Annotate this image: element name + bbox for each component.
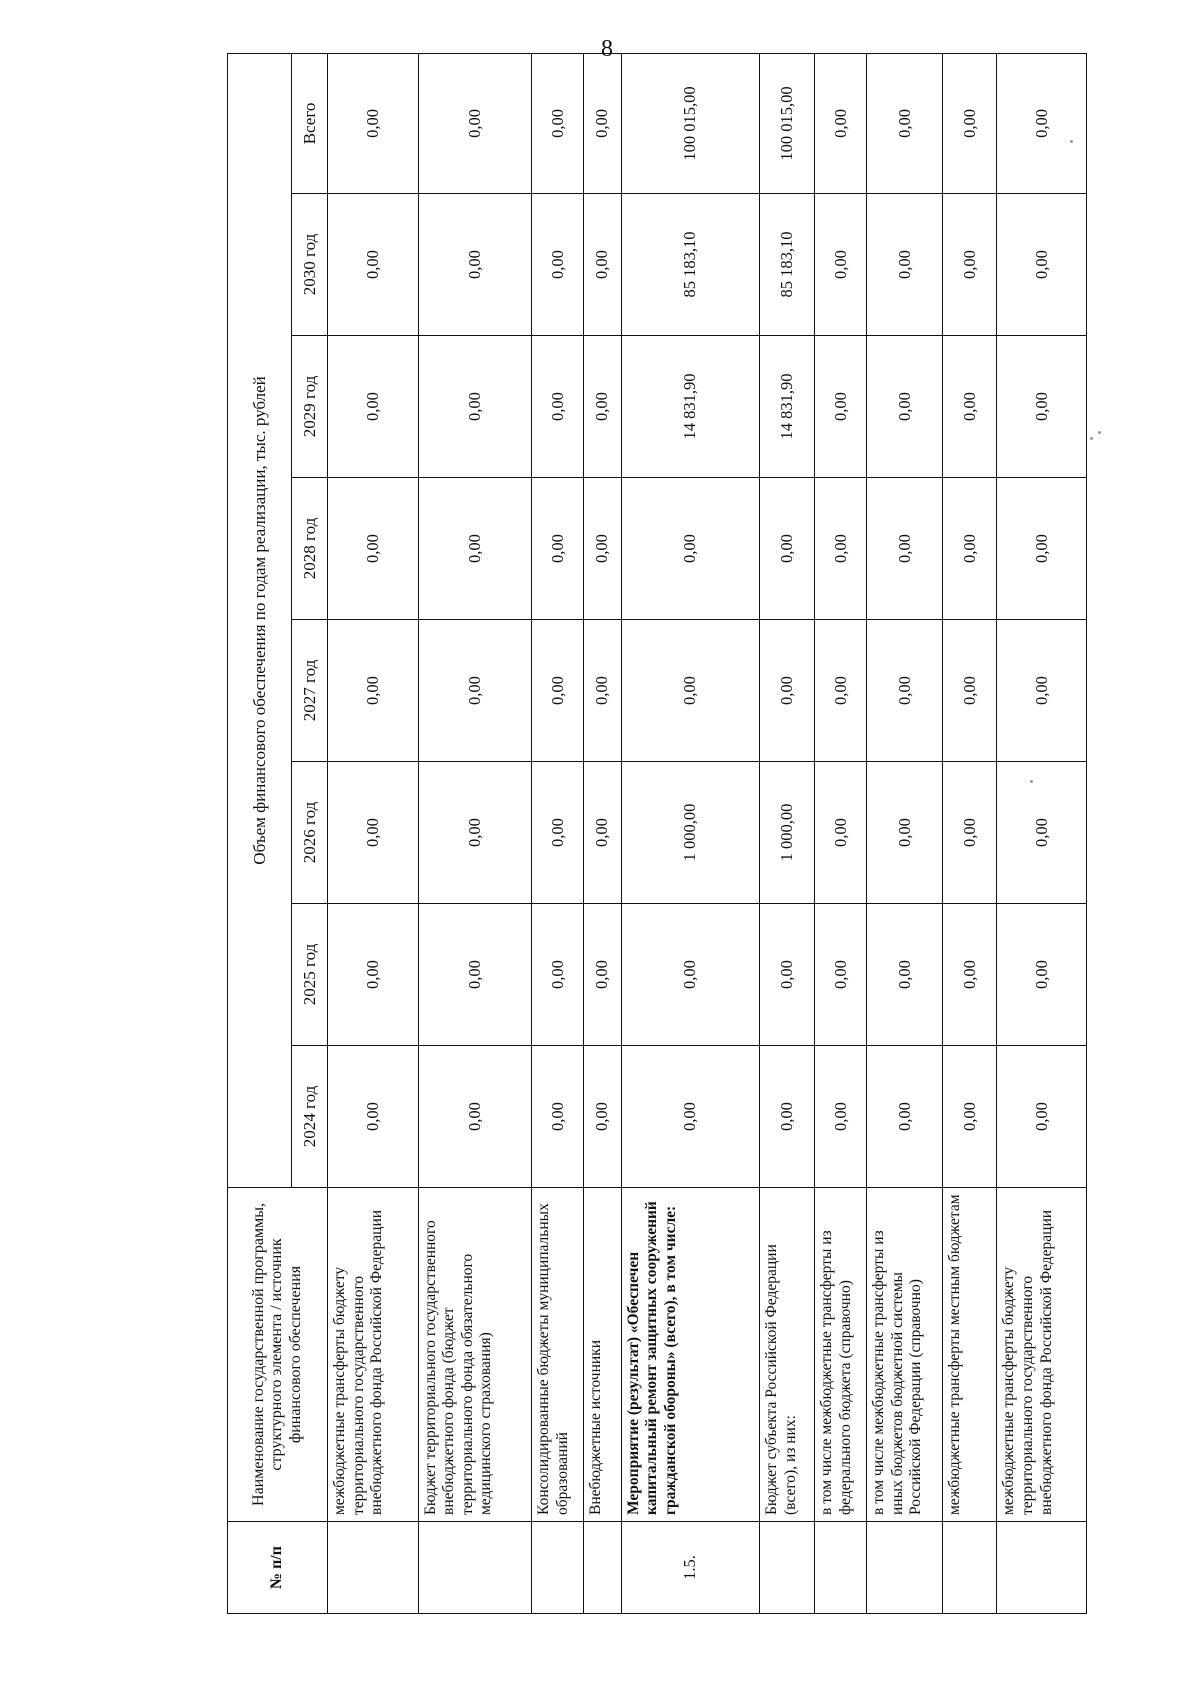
row-name: межбюджетные трансферты бюджету территориального государственного внебюджетного фонда Российской Федерации <box>997 1188 1087 1522</box>
cell-2030: 0,00 <box>328 194 419 336</box>
header-year-2028: 2028 год <box>292 478 328 620</box>
cell-2030: 0,00 <box>943 194 997 336</box>
row-name: Мероприятие (результат) «Обеспечен капитальный ремонт защитных сооружений гражданской обороны» (всего), в том числе: <box>621 1188 759 1522</box>
cell-2024: 0,00 <box>328 1046 419 1188</box>
cell-2029: 0,00 <box>584 336 621 478</box>
cell-2029: 0,00 <box>532 336 584 478</box>
row-name: Бюджет субъекта Российской Федерации (всего), из них: <box>760 1188 815 1522</box>
cell-2025: 0,00 <box>760 904 815 1046</box>
header-year-2030: 2030 год <box>292 194 328 336</box>
table-row <box>867 53 943 1613</box>
table-row <box>418 53 531 1613</box>
cell-2024: 0,00 <box>815 1046 867 1188</box>
row-name: в том числе межбюджетные трансферты из иных бюджетов бюджетной системы Российской Федерации (справочно) <box>867 1188 943 1522</box>
cell-2028: 0,00 <box>867 478 943 620</box>
table-body <box>328 53 1087 1613</box>
header-name: Наименование государственной программы, структурного элемента / источник финансового обеспечения <box>228 1188 328 1522</box>
row-name: Внебюджетные источники <box>584 1188 621 1522</box>
cell-2027: 0,00 <box>997 620 1087 762</box>
cell-2025: 0,00 <box>815 904 867 1046</box>
cell-2026: 0,00 <box>997 762 1087 904</box>
cell-total: 0,00 <box>532 53 584 193</box>
cell-2027: 0,00 <box>943 620 997 762</box>
cell-2029: 0,00 <box>867 336 943 478</box>
row-number <box>867 1522 943 1614</box>
row-name: в том числе межбюджетные трансферты из федерального бюджета (справочно) <box>815 1188 867 1522</box>
table-row <box>621 53 759 1613</box>
cell-2027: 0,00 <box>815 620 867 762</box>
cell-total: 0,00 <box>867 53 943 193</box>
cell-2027: 0,00 <box>760 620 815 762</box>
page-number: 8 <box>601 36 613 62</box>
cell-2029: 0,00 <box>997 336 1087 478</box>
cell-2026: 0,00 <box>328 762 419 904</box>
cell-2024: 0,00 <box>943 1046 997 1188</box>
table-row <box>532 53 584 1613</box>
cell-2025: 0,00 <box>328 904 419 1046</box>
cell-2024: 0,00 <box>584 1046 621 1188</box>
cell-2024: 0,00 <box>532 1046 584 1188</box>
cell-2026: 1 000,00 <box>621 762 759 904</box>
row-number <box>760 1522 815 1614</box>
scan-speck <box>1070 140 1073 143</box>
table-row <box>760 53 815 1613</box>
financing-table <box>227 53 1087 1614</box>
cell-2028: 0,00 <box>815 478 867 620</box>
header-year-2025: 2025 год <box>292 904 328 1046</box>
cell-2025: 0,00 <box>418 904 531 1046</box>
row-number <box>532 1522 584 1614</box>
cell-total: 0,00 <box>815 53 867 193</box>
cell-2029: 0,00 <box>815 336 867 478</box>
cell-2026: 0,00 <box>532 762 584 904</box>
cell-2027: 0,00 <box>867 620 943 762</box>
row-name: межбюджетные трансферты бюджету территориального государственного внебюджетного фонда Российской Федерации <box>328 1188 419 1522</box>
cell-2029: 0,00 <box>418 336 531 478</box>
header-year-2026: 2026 год <box>292 762 328 904</box>
header-year-2029: 2029 год <box>292 336 328 478</box>
cell-2025: 0,00 <box>532 904 584 1046</box>
cell-2025: 0,00 <box>584 904 621 1046</box>
row-number <box>584 1522 621 1614</box>
cell-2027: 0,00 <box>418 620 531 762</box>
cell-2030: 85 183,10 <box>760 194 815 336</box>
header-financing-volume: Объем финансового обеспечения по годам реализации, тыс. рублей <box>228 53 292 1187</box>
scan-speck <box>1090 437 1093 440</box>
table-row <box>328 53 419 1613</box>
cell-total: 0,00 <box>328 53 419 193</box>
row-number <box>943 1522 997 1614</box>
cell-2028: 0,00 <box>584 478 621 620</box>
cell-2028: 0,00 <box>943 478 997 620</box>
header-year-2024: 2024 год <box>292 1046 328 1188</box>
cell-2028: 0,00 <box>418 478 531 620</box>
scan-speck <box>1030 780 1033 783</box>
cell-2029: 0,00 <box>328 336 419 478</box>
cell-total: 0,00 <box>997 53 1087 193</box>
table-row <box>815 53 867 1613</box>
cell-total: 0,00 <box>418 53 531 193</box>
cell-2024: 0,00 <box>867 1046 943 1188</box>
cell-2030: 85 183,10 <box>621 194 759 336</box>
cell-2026: 0,00 <box>943 762 997 904</box>
cell-2025: 0,00 <box>867 904 943 1046</box>
cell-2027: 0,00 <box>584 620 621 762</box>
row-name: межбюджетные трансферты местным бюджетам <box>943 1188 997 1522</box>
cell-2028: 0,00 <box>997 478 1087 620</box>
cell-2029: 14 831,90 <box>760 336 815 478</box>
cell-total: 100 015,00 <box>760 53 815 193</box>
cell-total: 100 015,00 <box>621 53 759 193</box>
row-number <box>418 1522 531 1614</box>
table-row <box>997 53 1087 1613</box>
cell-2025: 0,00 <box>621 904 759 1046</box>
cell-2028: 0,00 <box>328 478 419 620</box>
cell-2024: 0,00 <box>621 1046 759 1188</box>
cell-2030: 0,00 <box>867 194 943 336</box>
cell-2028: 0,00 <box>532 478 584 620</box>
cell-2024: 0,00 <box>997 1046 1087 1188</box>
cell-2026: 0,00 <box>867 762 943 904</box>
cell-total: 0,00 <box>943 53 997 193</box>
cell-2024: 0,00 <box>418 1046 531 1188</box>
cell-2027: 0,00 <box>328 620 419 762</box>
cell-2028: 0,00 <box>621 478 759 620</box>
header-year-2027: 2027 год <box>292 620 328 762</box>
row-number: 1.5. <box>621 1522 759 1614</box>
cell-2025: 0,00 <box>997 904 1087 1046</box>
cell-2024: 0,00 <box>760 1046 815 1188</box>
cell-2027: 0,00 <box>532 620 584 762</box>
table-header <box>228 53 328 1613</box>
table-row <box>943 53 997 1613</box>
cell-2029: 0,00 <box>943 336 997 478</box>
cell-2026: 0,00 <box>815 762 867 904</box>
cell-2030: 0,00 <box>815 194 867 336</box>
financing-table-rotated <box>227 54 1087 1614</box>
cell-2030: 0,00 <box>584 194 621 336</box>
row-number <box>328 1522 419 1614</box>
row-number <box>997 1522 1087 1614</box>
header-total: Всего <box>292 53 328 193</box>
row-name: Консолидированные бюджеты муниципальных образований <box>532 1188 584 1522</box>
cell-2026: 1 000,00 <box>760 762 815 904</box>
cell-2029: 14 831,90 <box>621 336 759 478</box>
cell-2027: 0,00 <box>621 620 759 762</box>
cell-2026: 0,00 <box>584 762 621 904</box>
cell-2028: 0,00 <box>760 478 815 620</box>
header-number: № п/п <box>228 1522 328 1614</box>
cell-2025: 0,00 <box>943 904 997 1046</box>
row-name: Бюджет территориального государственного внебюджетного фонда (бюджет территориального фонда обязательного медицинского страхования) <box>418 1188 531 1522</box>
cell-2030: 0,00 <box>418 194 531 336</box>
cell-2026: 0,00 <box>418 762 531 904</box>
cell-2030: 0,00 <box>997 194 1087 336</box>
scan-speck <box>1098 431 1101 434</box>
cell-2030: 0,00 <box>532 194 584 336</box>
cell-total: 0,00 <box>584 53 621 193</box>
row-number <box>815 1522 867 1614</box>
table-row <box>584 53 621 1613</box>
